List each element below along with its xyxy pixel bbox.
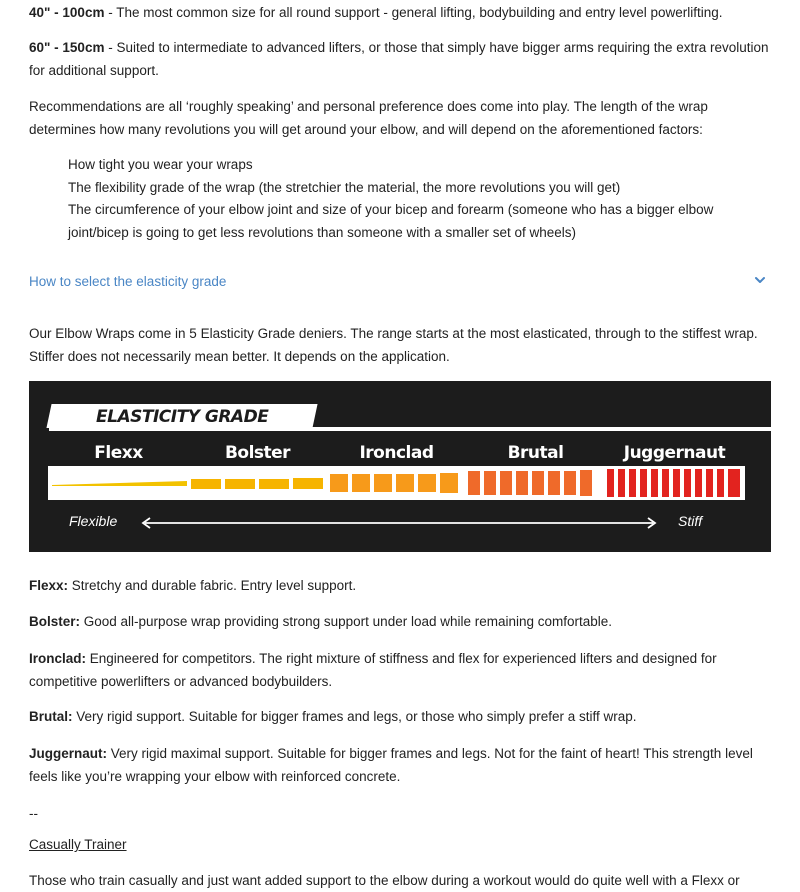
factors-list [68, 154, 748, 244]
casually-trainer-link[interactable]: Casually Trainer [29, 837, 127, 852]
grade-name: Bolster: [29, 614, 81, 629]
grade-name: Brutal: [29, 709, 73, 724]
size-40-label: 40" - 100cm [29, 5, 105, 20]
grade-name: Flexx: [29, 578, 69, 593]
grade-text: Stretchy and durable fabric. Entry level support. [68, 578, 357, 593]
elasticity-accordion-toggle[interactable] [29, 270, 771, 294]
grade-label-bolster: Bolster [224, 443, 291, 463]
grade-label-juggernaut: Juggernaut [623, 443, 726, 463]
grade-text: Very rigid support. Suitable for bigger frames and legs, or those who simply prefer a stiff wrap. [72, 709, 637, 724]
grade-bar-graphic [48, 466, 745, 500]
grade-name: Ironclad: [29, 651, 87, 666]
grade-label-ironclad: Ironclad [359, 443, 434, 463]
factor-item: The circumference of your elbow joint and size of your bicep and forearm (someone who has a bigger elbow joint/bicep is going to get less revolutions than someone with a smaller set of wheels) [68, 202, 714, 240]
grade-description-juggernaut [29, 742, 771, 788]
size-60-label: 60" - 150cm [29, 40, 105, 55]
double-arrow-icon [139, 515, 659, 531]
grade-description-ironclad [29, 647, 771, 693]
chevron-down-icon[interactable] [753, 273, 767, 287]
accordion-label: How to select the elasticity grade [29, 274, 227, 289]
recommendation-paragraph: Recommendations are all ‘roughly speaking’ and personal preference does come into play. The length of the wrap determines how many revolutions you will get around your elbow, and will depend on the aforementioned factors: [29, 99, 708, 137]
grade-label-flexx: Flexx [94, 443, 143, 463]
grade-axis [29, 509, 771, 537]
grade-description-flexx [29, 574, 771, 597]
size-60-text: - Suited to intermediate to advanced lifters, or those that simply have bigger arms requiring the extra revolution for additional support. [29, 40, 769, 78]
grade-label-brutal: Brutal [507, 443, 564, 463]
size-40-paragraph [29, 1, 771, 24]
grade-title: ELASTICITY GRADE [96, 407, 269, 427]
factor-item: How tight you wear your wraps [68, 157, 253, 172]
axis-label-flexible: Flexible [69, 513, 118, 529]
elasticity-grade-graphic [29, 381, 771, 552]
grade-description-brutal [29, 705, 771, 728]
elasticity-intro: Our Elbow Wraps come in 5 Elasticity Grade deniers. The range starts at the most elasticated, through to the stiffest wrap. Stiffer does not necessarily mean better. It depends on the application. [29, 326, 758, 364]
size-60-paragraph [29, 36, 771, 82]
grade-text: Engineered for competitors. The right mixture of stiffness and flex for experienced lifters and designed for competitive powerlifters or advanced bodybuilders. [29, 651, 717, 689]
size-40-text: - The most common size for all round support - general lifting, bodybuilding and entry level powerlifting. [104, 5, 723, 20]
section-separator: -- [29, 806, 38, 821]
grade-name: Juggernaut: [29, 746, 108, 761]
grade-description-bolster [29, 610, 771, 633]
factor-item: The flexibility grade of the wrap (the stretchier the material, the more revolutions you will get) [68, 179, 621, 195]
casual-paragraph: Those who train casually and just want added support to the elbow during a workout would do quite well with a Flexx or [29, 873, 740, 888]
grade-bar [48, 466, 745, 500]
grade-labels [49, 441, 745, 465]
grade-text: Good all-purpose wrap providing strong support under load while remaining comfortable. [80, 614, 613, 629]
axis-label-stiff: Stiff [678, 513, 703, 529]
grade-text: Very rigid maximal support. Suitable for bigger frames and legs. Not for the faint of heart! This strength level feels like you’re wrapping your elbow with reinforced concrete. [29, 746, 753, 784]
